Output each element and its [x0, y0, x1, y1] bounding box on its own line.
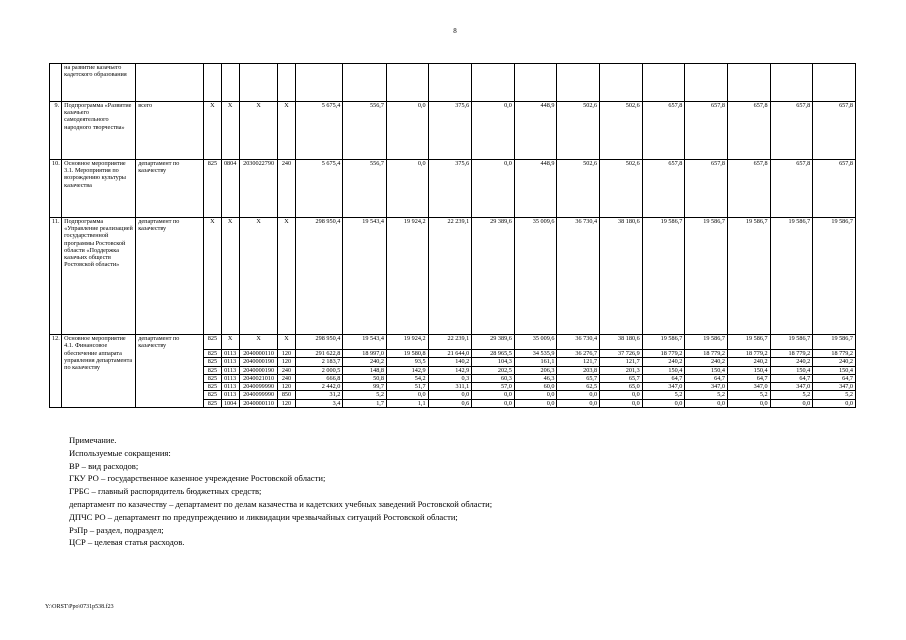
grbs-cell: 825: [204, 374, 221, 382]
value-cell: 150,4: [685, 366, 728, 374]
vr-cell: Х: [278, 102, 295, 160]
value-cell: [557, 64, 600, 102]
vr-cell: 120: [278, 358, 295, 366]
value-cell: 19 580,8: [386, 350, 428, 358]
table-row: [50, 218, 856, 335]
csr-cell: 2040099990: [239, 391, 278, 399]
rzpr-cell: 0804: [221, 160, 239, 218]
value-cell: 206,3: [514, 366, 557, 374]
vr-cell: Х: [278, 218, 295, 335]
value-cell: 150,4: [770, 366, 813, 374]
value-cell: 19 586,7: [813, 218, 856, 335]
value-cell: 36 276,7: [557, 350, 600, 358]
value-cell: 657,8: [642, 160, 685, 218]
value-cell: 657,8: [685, 102, 728, 160]
value-cell: 0,0: [472, 160, 515, 218]
value-cell: [727, 64, 770, 102]
value-cell: 5 675,4: [295, 160, 343, 218]
value-cell: 5 675,4: [295, 102, 343, 160]
value-cell: 347,0: [813, 383, 856, 391]
row12-group: [50, 335, 856, 408]
vr-cell: 120: [278, 383, 295, 391]
value-cell: 375,6: [428, 160, 472, 218]
notes-line: ГКУ РО – государственное казенное учреждение Ростовской области;: [69, 473, 326, 484]
value-cell: 19 924,2: [386, 218, 428, 335]
value-cell: 202,5: [472, 366, 515, 374]
grbs-cell: 825: [204, 399, 221, 407]
value-cell: 93,5: [386, 358, 428, 366]
value-cell: 0,6: [428, 399, 472, 407]
value-cell: [685, 64, 728, 102]
value-cell: 65,7: [557, 374, 600, 382]
notes-line: ВР – вид расходов;: [69, 460, 139, 471]
value-cell: [472, 64, 515, 102]
value-cell: 19 586,7: [642, 218, 685, 335]
notes-line: ЦСР – целевая статья расходов.: [69, 537, 185, 548]
value-cell: 51,7: [386, 383, 428, 391]
csr-cell: Х: [239, 335, 278, 350]
value-cell: 99,7: [343, 383, 387, 391]
csr-cell: 2040021010: [239, 374, 278, 382]
value-cell: 38 180,6: [600, 335, 643, 350]
value-cell: 36 730,4: [557, 218, 600, 335]
value-cell: 0,0: [514, 391, 557, 399]
value-cell: 347,0: [770, 383, 813, 391]
grbs-cell: 825: [204, 160, 221, 218]
value-cell: 298 950,4: [295, 335, 343, 350]
table-row: [50, 64, 856, 102]
value-cell: 19 586,7: [770, 335, 813, 350]
value-cell: 5,2: [813, 391, 856, 399]
value-cell: 21 644,0: [428, 350, 472, 358]
value-cell: 240,2: [770, 358, 813, 366]
value-cell: 311,1: [428, 383, 472, 391]
value-cell: 19 586,7: [813, 335, 856, 350]
vr-cell: 850: [278, 391, 295, 399]
rzpr-cell: 0113: [221, 350, 239, 358]
value-cell: 150,4: [642, 366, 685, 374]
value-cell: 5,2: [343, 391, 387, 399]
value-cell: 203,8: [557, 366, 600, 374]
value-cell: 31,2: [295, 391, 343, 399]
value-cell: 2 442,0: [295, 383, 343, 391]
value-cell: 502,6: [600, 160, 643, 218]
value-cell: 62,5: [557, 383, 600, 391]
value-cell: 1,1: [386, 399, 428, 407]
value-cell: 657,8: [642, 102, 685, 160]
value-cell: 18 997,0: [343, 350, 387, 358]
budget-table: [49, 63, 856, 408]
value-cell: 448,9: [514, 160, 557, 218]
value-cell: 19 543,4: [343, 218, 387, 335]
notes-line: РзПр – раздел, подраздел;: [69, 524, 164, 535]
value-cell: 121,7: [557, 358, 600, 366]
value-cell: 0,0: [557, 391, 600, 399]
value-cell: [813, 64, 856, 102]
value-cell: 666,8: [295, 374, 343, 382]
value-cell: 240,2: [642, 358, 685, 366]
value-cell: 298 950,4: [295, 218, 343, 335]
value-cell: 2 183,7: [295, 358, 343, 366]
value-cell: 347,0: [642, 383, 685, 391]
vr-cell: 240: [278, 366, 295, 374]
executor-cell: [136, 64, 204, 102]
value-cell: 0,0: [813, 399, 856, 407]
value-cell: 657,8: [727, 160, 770, 218]
row-number-cell: [50, 64, 62, 102]
value-cell: 22 239,1: [428, 218, 472, 335]
grbs-cell: 825: [204, 383, 221, 391]
executor-cell: всего: [136, 102, 204, 160]
value-cell: 0,0: [642, 399, 685, 407]
value-cell: 240,2: [343, 358, 387, 366]
value-cell: 448,9: [514, 102, 557, 160]
value-cell: 0,0: [386, 160, 428, 218]
row-number-cell: 9.: [50, 102, 62, 160]
value-cell: 18 779,2: [685, 350, 728, 358]
grbs-cell: [204, 64, 221, 102]
grbs-cell: 825: [204, 391, 221, 399]
value-cell: 57,0: [472, 383, 515, 391]
program-name-cell: Основное мероприятие 3.1. Мероприятия по возрождению культуры казачества: [62, 160, 136, 218]
vr-cell: 120: [278, 350, 295, 358]
row-number-cell: 12.: [50, 335, 62, 408]
value-cell: [295, 64, 343, 102]
grbs-cell: 825: [204, 366, 221, 374]
value-cell: 0,0: [472, 102, 515, 160]
value-cell: 0,0: [514, 399, 557, 407]
program-name-cell: Основное мероприятие 4.1. Финансовое обеспечение аппарата управления департамента по казачеству: [62, 335, 136, 408]
value-cell: 657,8: [813, 102, 856, 160]
value-cell: [770, 64, 813, 102]
value-cell: 240,2: [685, 358, 728, 366]
value-cell: 1,7: [343, 399, 387, 407]
table-row: [50, 102, 856, 160]
executor-cell: департамент по казачеству: [136, 160, 204, 218]
rzpr-cell: [221, 64, 239, 102]
value-cell: 46,3: [514, 374, 557, 382]
value-cell: 19 543,4: [343, 335, 387, 350]
value-cell: 3,4: [295, 399, 343, 407]
value-cell: 18 779,2: [642, 350, 685, 358]
value-cell: 64,7: [813, 374, 856, 382]
row-number-cell: 10.: [50, 160, 62, 218]
value-cell: 0,0: [557, 399, 600, 407]
value-cell: 148,8: [343, 366, 387, 374]
value-cell: 18 779,2: [813, 350, 856, 358]
value-cell: 657,8: [685, 160, 728, 218]
grbs-cell: 825: [204, 335, 221, 350]
value-cell: 35 009,6: [514, 335, 557, 350]
value-cell: 54,2: [386, 374, 428, 382]
value-cell: 0,0: [770, 399, 813, 407]
program-name-cell: на развитие казачьего кадетского образования: [62, 64, 136, 102]
value-cell: 657,8: [770, 102, 813, 160]
notes-line: ДПЧС РО – департамент по предупреждению и ликвидации чрезвычайных ситуаций Ростовской области;: [69, 511, 458, 522]
csr-cell: 2030022790: [239, 160, 278, 218]
value-cell: 0,0: [727, 399, 770, 407]
notes-line: Используемые сокращения:: [69, 447, 171, 458]
value-cell: 22 239,1: [428, 335, 472, 350]
value-cell: 19 586,7: [685, 335, 728, 350]
value-cell: 35 009,6: [514, 218, 557, 335]
value-cell: 502,6: [600, 102, 643, 160]
value-cell: [600, 64, 643, 102]
rzpr-cell: Х: [221, 218, 239, 335]
value-cell: 28 965,5: [472, 350, 515, 358]
value-cell: 5,2: [727, 391, 770, 399]
value-cell: 104,3: [472, 358, 515, 366]
value-cell: 150,4: [727, 366, 770, 374]
value-cell: 60,3: [472, 374, 515, 382]
table-row: [50, 335, 856, 350]
csr-cell: Х: [239, 102, 278, 160]
value-cell: [428, 64, 472, 102]
rzpr-cell: 0113: [221, 391, 239, 399]
value-cell: 19 924,2: [386, 335, 428, 350]
grbs-cell: 825: [204, 358, 221, 366]
csr-cell: Х: [239, 218, 278, 335]
csr-cell: 2040000110: [239, 399, 278, 407]
value-cell: 0,0: [685, 399, 728, 407]
vr-cell: 240: [278, 374, 295, 382]
value-cell: [642, 64, 685, 102]
value-cell: 657,8: [727, 102, 770, 160]
value-cell: 36 730,4: [557, 335, 600, 350]
file-path-footer: Y:\ORST\Ppo\0731p538.f23: [45, 604, 114, 610]
value-cell: 240,2: [727, 358, 770, 366]
value-cell: 0,0: [472, 399, 515, 407]
value-cell: 19 586,7: [642, 335, 685, 350]
value-cell: 38 180,6: [600, 218, 643, 335]
grbs-cell: Х: [204, 218, 221, 335]
value-cell: 0,0: [428, 391, 472, 399]
value-cell: 347,0: [685, 383, 728, 391]
value-cell: 29 389,6: [472, 335, 515, 350]
csr-cell: 2040000190: [239, 366, 278, 374]
value-cell: 556,7: [343, 160, 387, 218]
value-cell: 18 779,2: [770, 350, 813, 358]
value-cell: 0,0: [386, 391, 428, 399]
value-cell: 375,6: [428, 102, 472, 160]
value-cell: [386, 64, 428, 102]
value-cell: 64,7: [685, 374, 728, 382]
row-number-cell: 11.: [50, 218, 62, 335]
executor-cell: департамент по казачеству: [136, 218, 204, 335]
value-cell: 240,2: [813, 358, 856, 366]
rzpr-cell: 0113: [221, 374, 239, 382]
value-cell: 150,4: [813, 366, 856, 374]
csr-cell: 2040000110: [239, 350, 278, 358]
value-cell: 64,7: [727, 374, 770, 382]
value-cell: 121,7: [600, 358, 643, 366]
value-cell: 65,0: [600, 383, 643, 391]
value-cell: 502,6: [557, 102, 600, 160]
notes-line: департамент по казачеству – департамент по делам казачества и кадетских учебных заведений Ростовской области;: [69, 498, 493, 509]
rzpr-cell: 1004: [221, 399, 239, 407]
value-cell: 0,0: [600, 399, 643, 407]
value-cell: 291 622,8: [295, 350, 343, 358]
value-cell: 0,0: [600, 391, 643, 399]
value-cell: 140,2: [428, 358, 472, 366]
value-cell: 50,8: [343, 374, 387, 382]
value-cell: 502,6: [557, 160, 600, 218]
value-cell: 142,9: [428, 366, 472, 374]
rzpr-cell: 0113: [221, 358, 239, 366]
rzpr-cell: 0113: [221, 383, 239, 391]
csr-cell: 2040000190: [239, 358, 278, 366]
value-cell: 19 586,7: [727, 335, 770, 350]
table-row: [50, 160, 856, 218]
csr-cell: [239, 64, 278, 102]
value-cell: 29 389,6: [472, 218, 515, 335]
value-cell: [514, 64, 557, 102]
notes-section: [69, 434, 492, 549]
executor-cell: департамент по казачеству: [136, 335, 204, 408]
value-cell: 2 000,5: [295, 366, 343, 374]
value-cell: 37 726,9: [600, 350, 643, 358]
value-cell: 19 586,7: [727, 218, 770, 335]
rzpr-cell: Х: [221, 335, 239, 350]
value-cell: 34 535,9: [514, 350, 557, 358]
rzpr-cell: 0113: [221, 366, 239, 374]
table-body: [50, 64, 856, 335]
value-cell: 347,0: [727, 383, 770, 391]
value-cell: 5,2: [685, 391, 728, 399]
value-cell: 556,7: [343, 102, 387, 160]
value-cell: 60,0: [514, 383, 557, 391]
csr-cell: 2040099990: [239, 383, 278, 391]
program-name-cell: Подпрограмма «Управление реализацией государственной программы Ростовской области «Поддержка казачьих обществ Ростовской области»: [62, 218, 136, 335]
grbs-cell: Х: [204, 102, 221, 160]
value-cell: 161,1: [514, 358, 557, 366]
grbs-cell: 825: [204, 350, 221, 358]
notes-line: Примечание.: [69, 435, 117, 445]
rzpr-cell: Х: [221, 102, 239, 160]
value-cell: 142,9: [386, 366, 428, 374]
value-cell: 19 586,7: [770, 218, 813, 335]
value-cell: 201,3: [600, 366, 643, 374]
page-number: 8: [453, 27, 457, 35]
vr-cell: 240: [278, 160, 295, 218]
value-cell: 19 586,7: [685, 218, 728, 335]
value-cell: 5,2: [642, 391, 685, 399]
value-cell: 0,3: [428, 374, 472, 382]
program-name-cell: Подпрограмма «Развитие казачьего самодеятельного народного творчества»: [62, 102, 136, 160]
value-cell: 64,7: [770, 374, 813, 382]
value-cell: 65,7: [600, 374, 643, 382]
value-cell: 5,2: [770, 391, 813, 399]
vr-cell: 120: [278, 399, 295, 407]
vr-cell: [278, 64, 295, 102]
value-cell: 0,0: [386, 102, 428, 160]
value-cell: 18 779,2: [727, 350, 770, 358]
vr-cell: Х: [278, 335, 295, 350]
value-cell: 64,7: [642, 374, 685, 382]
notes-line: ГРБС – главный распорядитель бюджетных средств;: [69, 486, 262, 497]
value-cell: [343, 64, 387, 102]
value-cell: 657,8: [770, 160, 813, 218]
value-cell: 0,0: [472, 391, 515, 399]
value-cell: 657,8: [813, 160, 856, 218]
